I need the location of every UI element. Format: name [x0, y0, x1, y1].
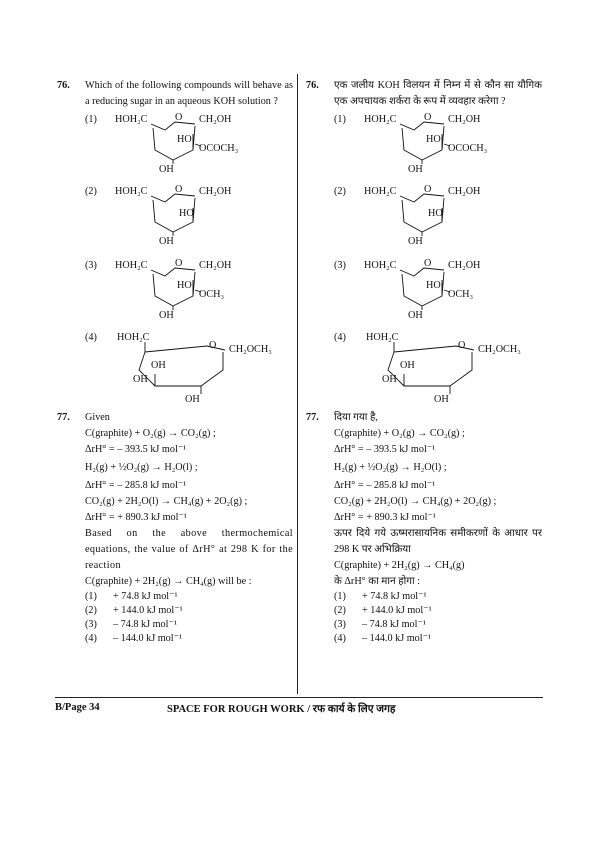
- left-group: HOH₂C: [364, 260, 397, 271]
- option-number: (3): [334, 260, 346, 271]
- equation-1: C(graphite) + O₂(g) → CO₂(g) ;: [85, 428, 216, 439]
- option-3-structure: [85, 258, 293, 322]
- inner-hydroxyl: OH: [151, 360, 166, 371]
- furanose-structure: [364, 184, 542, 247]
- option-4-structure: [85, 330, 293, 406]
- enthalpy-3: ΔrH° = + 890.3 kJ mol⁻¹: [85, 512, 187, 523]
- furanose-structure: [115, 184, 293, 247]
- bottom-hydroxyl: OH: [159, 236, 174, 247]
- furanose-structure: [115, 112, 293, 175]
- inner-hydroxyl: OH: [400, 360, 415, 371]
- question-number: 76.: [306, 80, 319, 91]
- ring-oxygen: O: [424, 258, 432, 269]
- question-76-en: [57, 78, 293, 110]
- option-2-structure: [85, 184, 293, 248]
- given-label: दिया गया है,: [334, 412, 378, 423]
- option-number: (1): [85, 114, 97, 125]
- methoxy-group: OCH₃: [448, 289, 474, 300]
- top-group: HOH₂C: [117, 332, 150, 343]
- answer-option: (4) – 144.0 kJ mol⁻¹: [85, 633, 182, 644]
- bottom-hydroxyl: OH: [408, 236, 423, 247]
- left-group: HOH₂C: [115, 114, 148, 125]
- answer-option: (3) – 74.8 kJ mol⁻¹: [85, 619, 177, 630]
- acetate-group: OCOCH₃: [448, 143, 488, 154]
- ring-bonds: [364, 184, 484, 244]
- inner-hydroxyl: HO: [426, 280, 441, 291]
- acetate-group: OCOCH₃: [199, 143, 239, 154]
- equation-3: CO₂(g) + 2H₂O(l) → CH₄(g) + 2O₂(g) ;: [85, 496, 248, 507]
- option-number: (2): [334, 186, 346, 197]
- side-hydroxyl: OH: [382, 374, 397, 385]
- right-column-hindi: [306, 78, 542, 646]
- question-77-en: [57, 410, 293, 426]
- ring-bonds: [115, 112, 235, 172]
- inner-hydroxyl: HO: [426, 134, 441, 145]
- methoxy-group: OCH₃: [199, 289, 225, 300]
- left-column-english: [57, 78, 293, 646]
- question-number: 76.: [57, 80, 70, 91]
- option-4-structure: [334, 330, 542, 406]
- question-76-hi: [306, 78, 542, 110]
- answer-options: [57, 590, 293, 646]
- column-divider: [297, 74, 298, 694]
- furanose-structure: [115, 258, 293, 321]
- ring-bonds: [364, 258, 484, 318]
- enthalpy-1: ΔrH° = – 393.5 kJ mol⁻¹: [334, 444, 436, 455]
- answer-option: (2) + 144.0 kJ mol⁻¹: [334, 605, 432, 616]
- pyranose-structure: [364, 330, 542, 405]
- question-text: Based on the above thermochemical equations, the value of ΔrH° at 298 K for the reaction: [85, 528, 293, 571]
- target-reaction: C(graphite) + 2H₂(g) → CH₄(g): [334, 560, 465, 571]
- ring-oxygen: O: [424, 112, 432, 123]
- right-group: CH₂OH: [448, 114, 481, 125]
- option-1-structure: [85, 112, 293, 176]
- side-hydroxyl: OH: [133, 374, 148, 385]
- question-77-hi: [306, 410, 542, 426]
- ring-oxygen: O: [175, 184, 183, 195]
- furanose-structure: [364, 258, 542, 321]
- ring-bonds: [364, 330, 524, 406]
- answer-option: (1) + 74.8 kJ mol⁻¹: [85, 591, 178, 602]
- question-text: ऊपर दिये गये ऊष्मरासायनिक समीकरणों के आधार पर 298 K पर अभिक्रिया: [334, 528, 542, 555]
- left-group: HOH₂C: [115, 186, 148, 197]
- right-group: CH₂OH: [199, 114, 232, 125]
- ring-bonds: [115, 258, 235, 318]
- left-group: HOH₂C: [364, 114, 397, 125]
- right-group: CH₂OCH₃: [478, 344, 521, 355]
- inner-hydroxyl: HO: [179, 208, 194, 219]
- right-group: CH₂OH: [448, 260, 481, 271]
- ring-oxygen: O: [209, 340, 217, 351]
- rough-work-label: SPACE FOR ROUGH WORK / रफ कार्य के लिए जगह: [167, 704, 396, 715]
- option-number: (4): [85, 332, 97, 343]
- bottom-hydroxyl: OH: [408, 310, 423, 321]
- ring-oxygen: O: [458, 340, 466, 351]
- ring-bonds: [115, 330, 275, 406]
- option-number: (4): [334, 332, 346, 343]
- equation-3: CO₂(g) + 2H₂O(l) → CH₄(g) + 2O₂(g) ;: [334, 496, 497, 507]
- right-group: CH₂OH: [448, 186, 481, 197]
- option-number: (3): [85, 260, 97, 271]
- bottom-hydroxyl: OH: [159, 310, 174, 321]
- ring-bonds: [115, 184, 235, 244]
- inner-hydroxyl: HO: [428, 208, 443, 219]
- equation-2: H₂(g) + ½O₂(g) → H₂O(l) ;: [334, 462, 447, 473]
- question-text: Which of the following compounds will behave as a reducing sugar in an aqueous KOH solution ?: [85, 80, 293, 107]
- pyranose-structure: [115, 330, 293, 405]
- answer-option: (4) – 144.0 kJ mol⁻¹: [334, 633, 431, 644]
- question-number: 77.: [306, 412, 319, 423]
- right-group: CH₂OH: [199, 260, 232, 271]
- answer-option: (1) + 74.8 kJ mol⁻¹: [334, 591, 427, 602]
- enthalpy-2: ΔrH° = – 285.8 kJ mol⁻¹: [85, 480, 187, 491]
- bottom-hydroxyl: OH: [408, 164, 423, 175]
- inner-hydroxyl: HO: [177, 134, 192, 145]
- ring-oxygen: O: [175, 112, 183, 123]
- option-3-structure: [334, 258, 542, 322]
- option-number: (1): [334, 114, 346, 125]
- given-label: Given: [85, 412, 110, 423]
- option-2-structure: [334, 184, 542, 248]
- page-number: B/Page 34: [55, 702, 100, 713]
- ring-oxygen: O: [175, 258, 183, 269]
- right-group: CH₂OH: [199, 186, 232, 197]
- footer-rule: [55, 697, 543, 698]
- ring-oxygen: O: [424, 184, 432, 195]
- enthalpy-3: ΔrH° = + 890.3 kJ mol⁻¹: [334, 512, 436, 523]
- answer-option: (2) + 144.0 kJ mol⁻¹: [85, 605, 183, 616]
- answer-option: (3) – 74.8 kJ mol⁻¹: [334, 619, 426, 630]
- enthalpy-1: ΔrH° = – 393.5 kJ mol⁻¹: [85, 444, 187, 455]
- right-group: CH₂OCH₃: [229, 344, 272, 355]
- bottom-hydroxyl: OH: [159, 164, 174, 175]
- top-group: HOH₂C: [366, 332, 399, 343]
- question-number: 77.: [57, 412, 70, 423]
- inner-hydroxyl: HO: [177, 280, 192, 291]
- target-reaction: C(graphite) + 2H₂(g) → CH₄(g) will be :: [85, 576, 252, 587]
- left-group: HOH₂C: [115, 260, 148, 271]
- bottom-hydroxyl: OH: [434, 394, 449, 405]
- question-text: एक जलीय KOH विलयन में निम्न में से कौन सा यौगिक एक अपचायक शर्करा के रूप में व्यवहार करेगा ?: [334, 80, 542, 107]
- option-1-structure: [334, 112, 542, 176]
- equation-1: C(graphite) + O₂(g) → CO₂(g) ;: [334, 428, 465, 439]
- bottom-hydroxyl: OH: [185, 394, 200, 405]
- answer-options: [306, 590, 542, 646]
- option-number: (2): [85, 186, 97, 197]
- ring-bonds: [364, 112, 484, 172]
- equation-2: H₂(g) + ½O₂(g) → H₂O(l) ;: [85, 462, 198, 473]
- question-tail: के ΔrH° का मान होगा :: [334, 576, 421, 587]
- left-group: HOH₂C: [364, 186, 397, 197]
- furanose-structure: [364, 112, 542, 175]
- enthalpy-2: ΔrH° = – 285.8 kJ mol⁻¹: [334, 480, 436, 491]
